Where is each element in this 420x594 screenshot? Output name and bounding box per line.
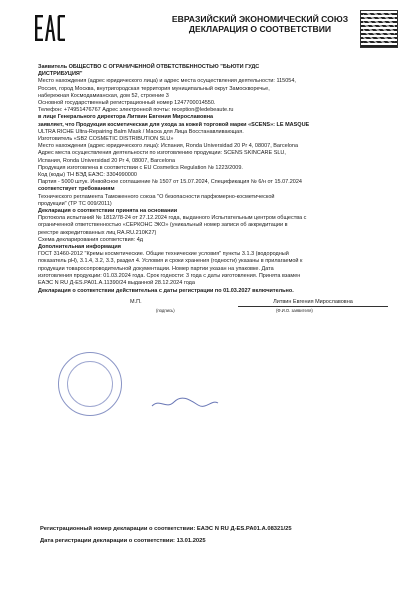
regulation-name-1: Технического регламента Таможенного союза "О безопасности парфюмерно-косметической [38,193,275,200]
tnved-code-line: Код (коды) ТН ВЭД ЕАЭС: 3304990000 [38,172,137,179]
declaration-body [38,64,390,314]
applicant-line-1: Заявитель ОБЩЕСТВО С ОГРАНИЧЕННОЙ ОТВЕТСТВЕННОСТЬЮ "БЬЮТИ ГУДС [38,64,260,70]
manufacturer-address-3: Испания, Ronda Universidad 20 Pr 4, 08007, Barcelona [38,157,176,164]
batch-line: Партия - 5000 штук. Инвойсное соглашение № 1507 от 15.07.2024, Спецификация № 6/н от 15.07.2024 [38,179,302,186]
address-line-3: набережная Космодамианская, дом 52, строение 3 [38,92,169,99]
signature-row [38,296,390,314]
product-line-2: ULTRA RICHE Ultra-Repairing Balm Mask / Маска для Лица Восстанавливающая. [38,128,244,135]
registration-block [40,526,390,544]
manufacturer-address-1: Место нахождения (адрес юридического лица): Испания, Ronda Universidad 20 Pr 4, 08007, Barcelona [38,143,299,150]
regulation-line: Продукция изготовлена в соответствии с EU Cosmetics Regulation № 1223/2009. [38,164,243,171]
eac-logo [34,12,66,44]
address-line-2: Россия, город Москва, внутригородская территория муниципальный округ Замоскворечье, [38,85,270,92]
scheme-line: Схема декларирования соответствия: 4д [38,236,143,243]
registration-number-line: Регистрационный номер декларации о соответствии: ЕАЭС N RU Д-ES.PA01.A.08321/25 [40,526,292,532]
protocol-line-1: Протокола испытаний № 1812/78-24 от 27.12.2024 года, выданного Испытательным центром общества с [38,215,307,222]
additional-info-5: ЕАЭС N RU Д-ES.PA01.A.11390/24 выданной 28.12.2024 года [38,280,195,287]
registration-date-line: Дата регистрации декларации о соответствии: 13.01.2025 [40,538,206,544]
ogrn-line: Основной государственный регистрационный номер 1247700014550. [38,100,216,107]
director-line: в лице Генерального директора Литвин Евгения Мирославовна [38,114,214,121]
manufacturer-line: Изготовитель «SB2 COSMETIC DISTRIBUTION SLU» [38,136,174,143]
requirements-heading: соответствует требованиям [38,186,115,193]
protocol-line-3: реестре аккредитованных лиц RA.RU.210K27) [38,229,157,236]
header-title-union: ЕВРАЗИЙСКИЙ ЭКОНОМИЧЕСКИЙ СОЮЗ [171,14,349,24]
regulation-name-2: продукции" (ТР ТС 009/2011) [38,200,112,207]
additional-info-heading: Дополнительная информация [38,244,121,251]
signer-name: Литвин Евгения Мирославовна [238,299,388,307]
additional-info-1: ГОСТ 31460-2012 "Кремы косметические. Общие технические условия" пункты 3.1.3 (водородный [38,251,289,258]
validity-line: Декларация о соответствии действительна с даты регистрации по 01.03.2027 включительно. [38,288,294,295]
signature [150,396,220,410]
name-caption: (Ф.И.О. заявителя) [276,307,313,313]
additional-info-2: показатель pH), 3.1.4, 3.2, 3.3, раздел 4. Условия и сроки хранения (годности) указаны в прилагаемой к [38,258,303,265]
official-stamp [58,352,122,416]
additional-info-4: изготовления продукции: 01.03.2024 года. Срок годности: 3 года с даты изготовления. Принята взамен [38,272,301,279]
signature-caption: (подпись) [156,307,175,313]
protocol-line-2: ограниченной ответственностью «СЕРКОНС ЭКО» (уникальный номер записи об аккредитации в [38,222,288,229]
address-line-1: Место нахождения (адрес юридического лица) и адрес места осуществления деятельности: 115054, [38,78,296,85]
additional-info-3: продукции товаросопроводительной документации. Номер партии указан на упаковке. Дата [38,265,274,272]
header-title-declaration: ДЕКЛАРАЦИЯ О СООТВЕТСТВИИ [188,24,332,34]
applicant-line-2: ДИСТРИБУЦИЯ" [38,71,83,78]
manufacturer-address-2: Адрес места осуществления деятельности по изготовлению продукции: SCENS SKINCARE SLU, [38,150,286,157]
product-line-1: заявляет, что Продукция косметическая для ухода за кожей торговой марки «SCENS»: LE MASQUE [38,121,310,128]
contact-line: Телефон: +74951476767 Адрес электронной почты: reception@ledebeaute.ru [38,107,234,114]
seal-label: М.П. [130,298,142,305]
qr-code [360,10,398,48]
basis-heading: Декларация о соответствии принята на основании [38,208,178,215]
